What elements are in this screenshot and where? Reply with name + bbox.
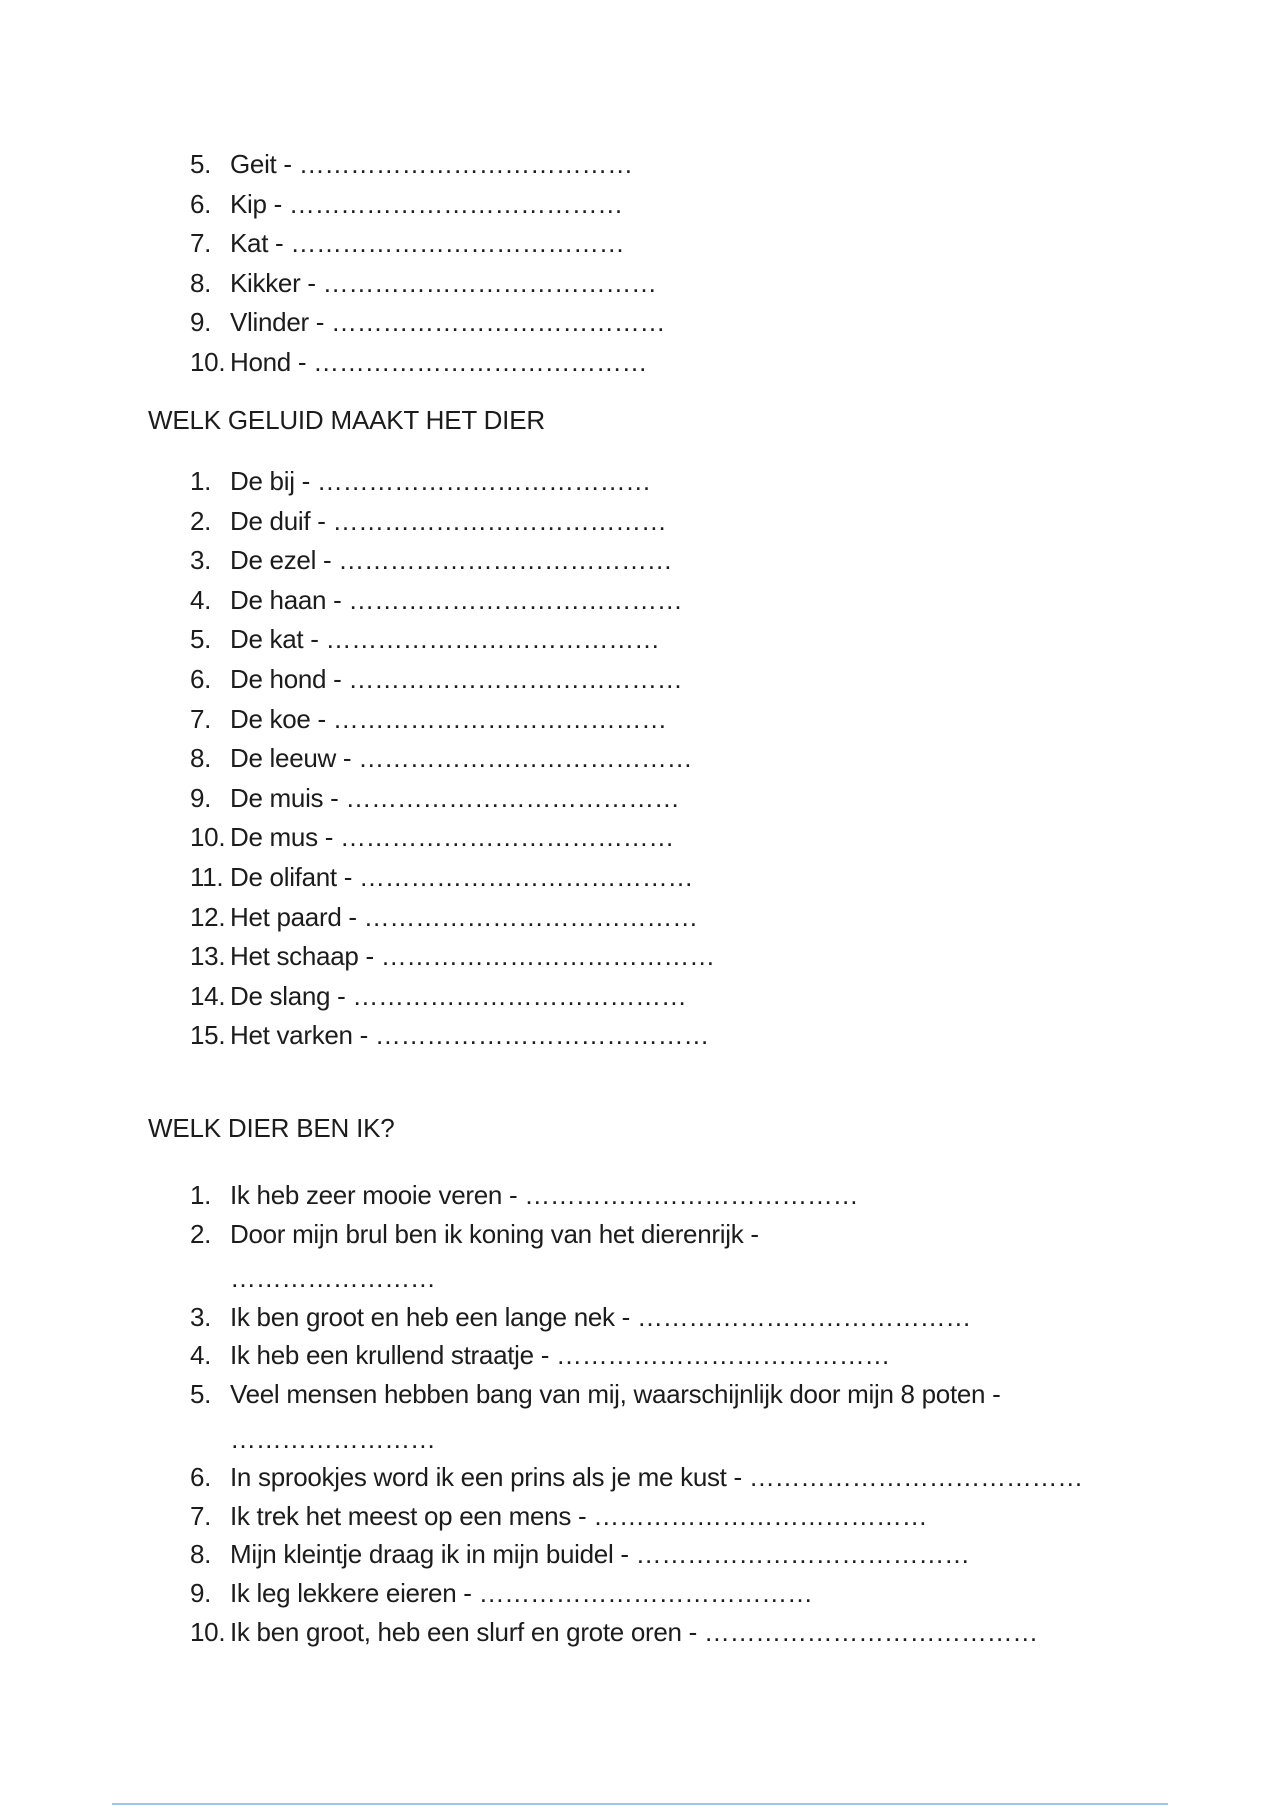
item-number: 7. <box>190 228 212 259</box>
item-number: 6. <box>190 188 212 219</box>
item-number: 10. <box>190 822 226 853</box>
item-text: Ik heb een krullend straatje - ………………………………… <box>230 1340 891 1371</box>
list-item <box>0 818 1280 858</box>
list-item <box>0 739 1280 779</box>
section-heading-geluid: WELK GELUID MAAKT HET DIER <box>148 405 545 435</box>
item-number: 2. <box>190 505 212 536</box>
list-item <box>0 1215 1280 1254</box>
item-number: 9. <box>190 307 212 338</box>
item-number: 5. <box>190 624 212 655</box>
item-text: Het paard - ………………………………… <box>230 901 698 932</box>
list-item <box>0 898 1280 938</box>
list-item <box>0 858 1280 898</box>
list-item <box>0 264 1280 304</box>
dots-continuation-row <box>0 1259 1280 1298</box>
item-number: 6. <box>190 1462 212 1493</box>
item-number: 9. <box>190 1577 212 1608</box>
item-text: Hond - ………………………………… <box>230 346 648 377</box>
item-text: Door mijn brul ben ik koning van het dierenrijk - <box>230 1218 759 1249</box>
item-text: De mus - ………………………………… <box>230 822 675 853</box>
item-number: 1. <box>190 1180 212 1210</box>
item-number: 10. <box>190 1616 226 1647</box>
item-number: 1. <box>190 466 212 496</box>
item-text: De hond - ………………………………… <box>230 663 683 694</box>
item-text: De haan - ………………………………… <box>230 584 683 615</box>
item-number: 9. <box>190 782 212 813</box>
item-text: In sprookjes word ik een prins als je me kust - ………………………………… <box>230 1462 1083 1493</box>
item-text: Kip - ………………………………… <box>230 188 623 219</box>
item-text: Ik trek het meest op een mens - ………………………………… <box>230 1500 928 1531</box>
item-text: Kikker - ………………………………… <box>230 267 657 298</box>
list-item <box>0 1535 1280 1574</box>
item-number: 12. <box>190 901 226 932</box>
list-item <box>0 303 1280 343</box>
footer-rule <box>112 1803 1168 1805</box>
item-text: Het schaap - ………………………………… <box>230 941 715 972</box>
list-item <box>0 1497 1280 1536</box>
list-item <box>0 977 1280 1017</box>
item-text: Ik ben groot en heb een lange nek - ………………………………… <box>230 1301 972 1332</box>
item-text: Kat - ………………………………… <box>230 228 625 259</box>
item-number: 4. <box>190 1340 212 1371</box>
item-number: 4. <box>190 584 212 615</box>
list-item <box>0 1613 1280 1652</box>
item-text: …………………… <box>230 1423 436 1454</box>
item-number: 7. <box>190 1500 212 1531</box>
item-number: 10. <box>190 346 226 377</box>
list-item <box>0 620 1280 660</box>
item-number: 15. <box>190 1020 226 1051</box>
list-item <box>0 779 1280 819</box>
item-number: 7. <box>190 703 212 734</box>
list-item <box>0 1458 1280 1497</box>
item-number: 3. <box>190 1301 212 1332</box>
item-text: Ik leg lekkere eieren - ………………………………… <box>230 1577 813 1608</box>
item-text: Vlinder - ………………………………… <box>230 307 666 338</box>
list-item <box>0 1298 1280 1337</box>
which-animal-am-i-list <box>0 1176 1280 1651</box>
item-text: De slang - ………………………………… <box>230 980 687 1011</box>
list-item <box>0 145 1280 185</box>
list-item <box>0 937 1280 977</box>
item-text: De kat - ………………………………… <box>230 624 660 655</box>
item-number: 5. <box>190 1378 212 1409</box>
list-item <box>0 1336 1280 1375</box>
item-text: Ik heb zeer mooie veren - ………………………………… <box>230 1180 859 1210</box>
list-item <box>0 1016 1280 1056</box>
list-item <box>0 343 1280 383</box>
item-number: 5. <box>190 149 212 179</box>
item-number: 3. <box>190 545 212 576</box>
item-text: De ezel - ………………………………… <box>230 545 673 576</box>
animal-names-list <box>0 145 1280 383</box>
item-number: 13. <box>190 941 226 972</box>
item-text: De olifant - ………………………………… <box>230 861 694 892</box>
item-text: Geit - ………………………………… <box>230 149 633 179</box>
section-heading-welk-dier: WELK DIER BEN IK? <box>148 1113 395 1143</box>
item-number: 8. <box>190 743 212 774</box>
list-item <box>0 502 1280 542</box>
item-text: De bij - ………………………………… <box>230 466 651 496</box>
list-item <box>0 700 1280 740</box>
list-item <box>0 1375 1280 1414</box>
item-text: Het varken - ………………………………… <box>230 1020 710 1051</box>
item-text: Ik ben groot, heb een slurf en grote oren - ………………………………… <box>230 1616 1038 1647</box>
list-item <box>0 462 1280 502</box>
item-number: 11. <box>190 861 224 892</box>
item-number: 6. <box>190 663 212 694</box>
item-text: De leeuw - ………………………………… <box>230 743 693 774</box>
item-text: De duif - ………………………………… <box>230 505 667 536</box>
list-item <box>0 541 1280 581</box>
list-item <box>0 1574 1280 1613</box>
item-number: 8. <box>190 1539 212 1570</box>
list-item <box>0 581 1280 621</box>
item-text: Veel mensen hebben bang van mij, waarschijnlijk door mijn 8 poten - <box>230 1378 1001 1409</box>
dots-continuation-row <box>0 1420 1280 1459</box>
item-number: 14. <box>190 980 226 1011</box>
item-number: 2. <box>190 1218 212 1249</box>
list-item <box>0 185 1280 225</box>
item-text: Mijn kleintje draag ik in mijn buidel - ………………………………… <box>230 1539 970 1570</box>
item-number: 8. <box>190 267 212 298</box>
item-text: De muis - ………………………………… <box>230 782 680 813</box>
list-item <box>0 660 1280 700</box>
list-item <box>0 224 1280 264</box>
item-text: …………………… <box>230 1263 436 1294</box>
list-item <box>0 1176 1280 1215</box>
item-text: De koe - ………………………………… <box>230 703 667 734</box>
animal-sounds-list <box>0 462 1280 1056</box>
